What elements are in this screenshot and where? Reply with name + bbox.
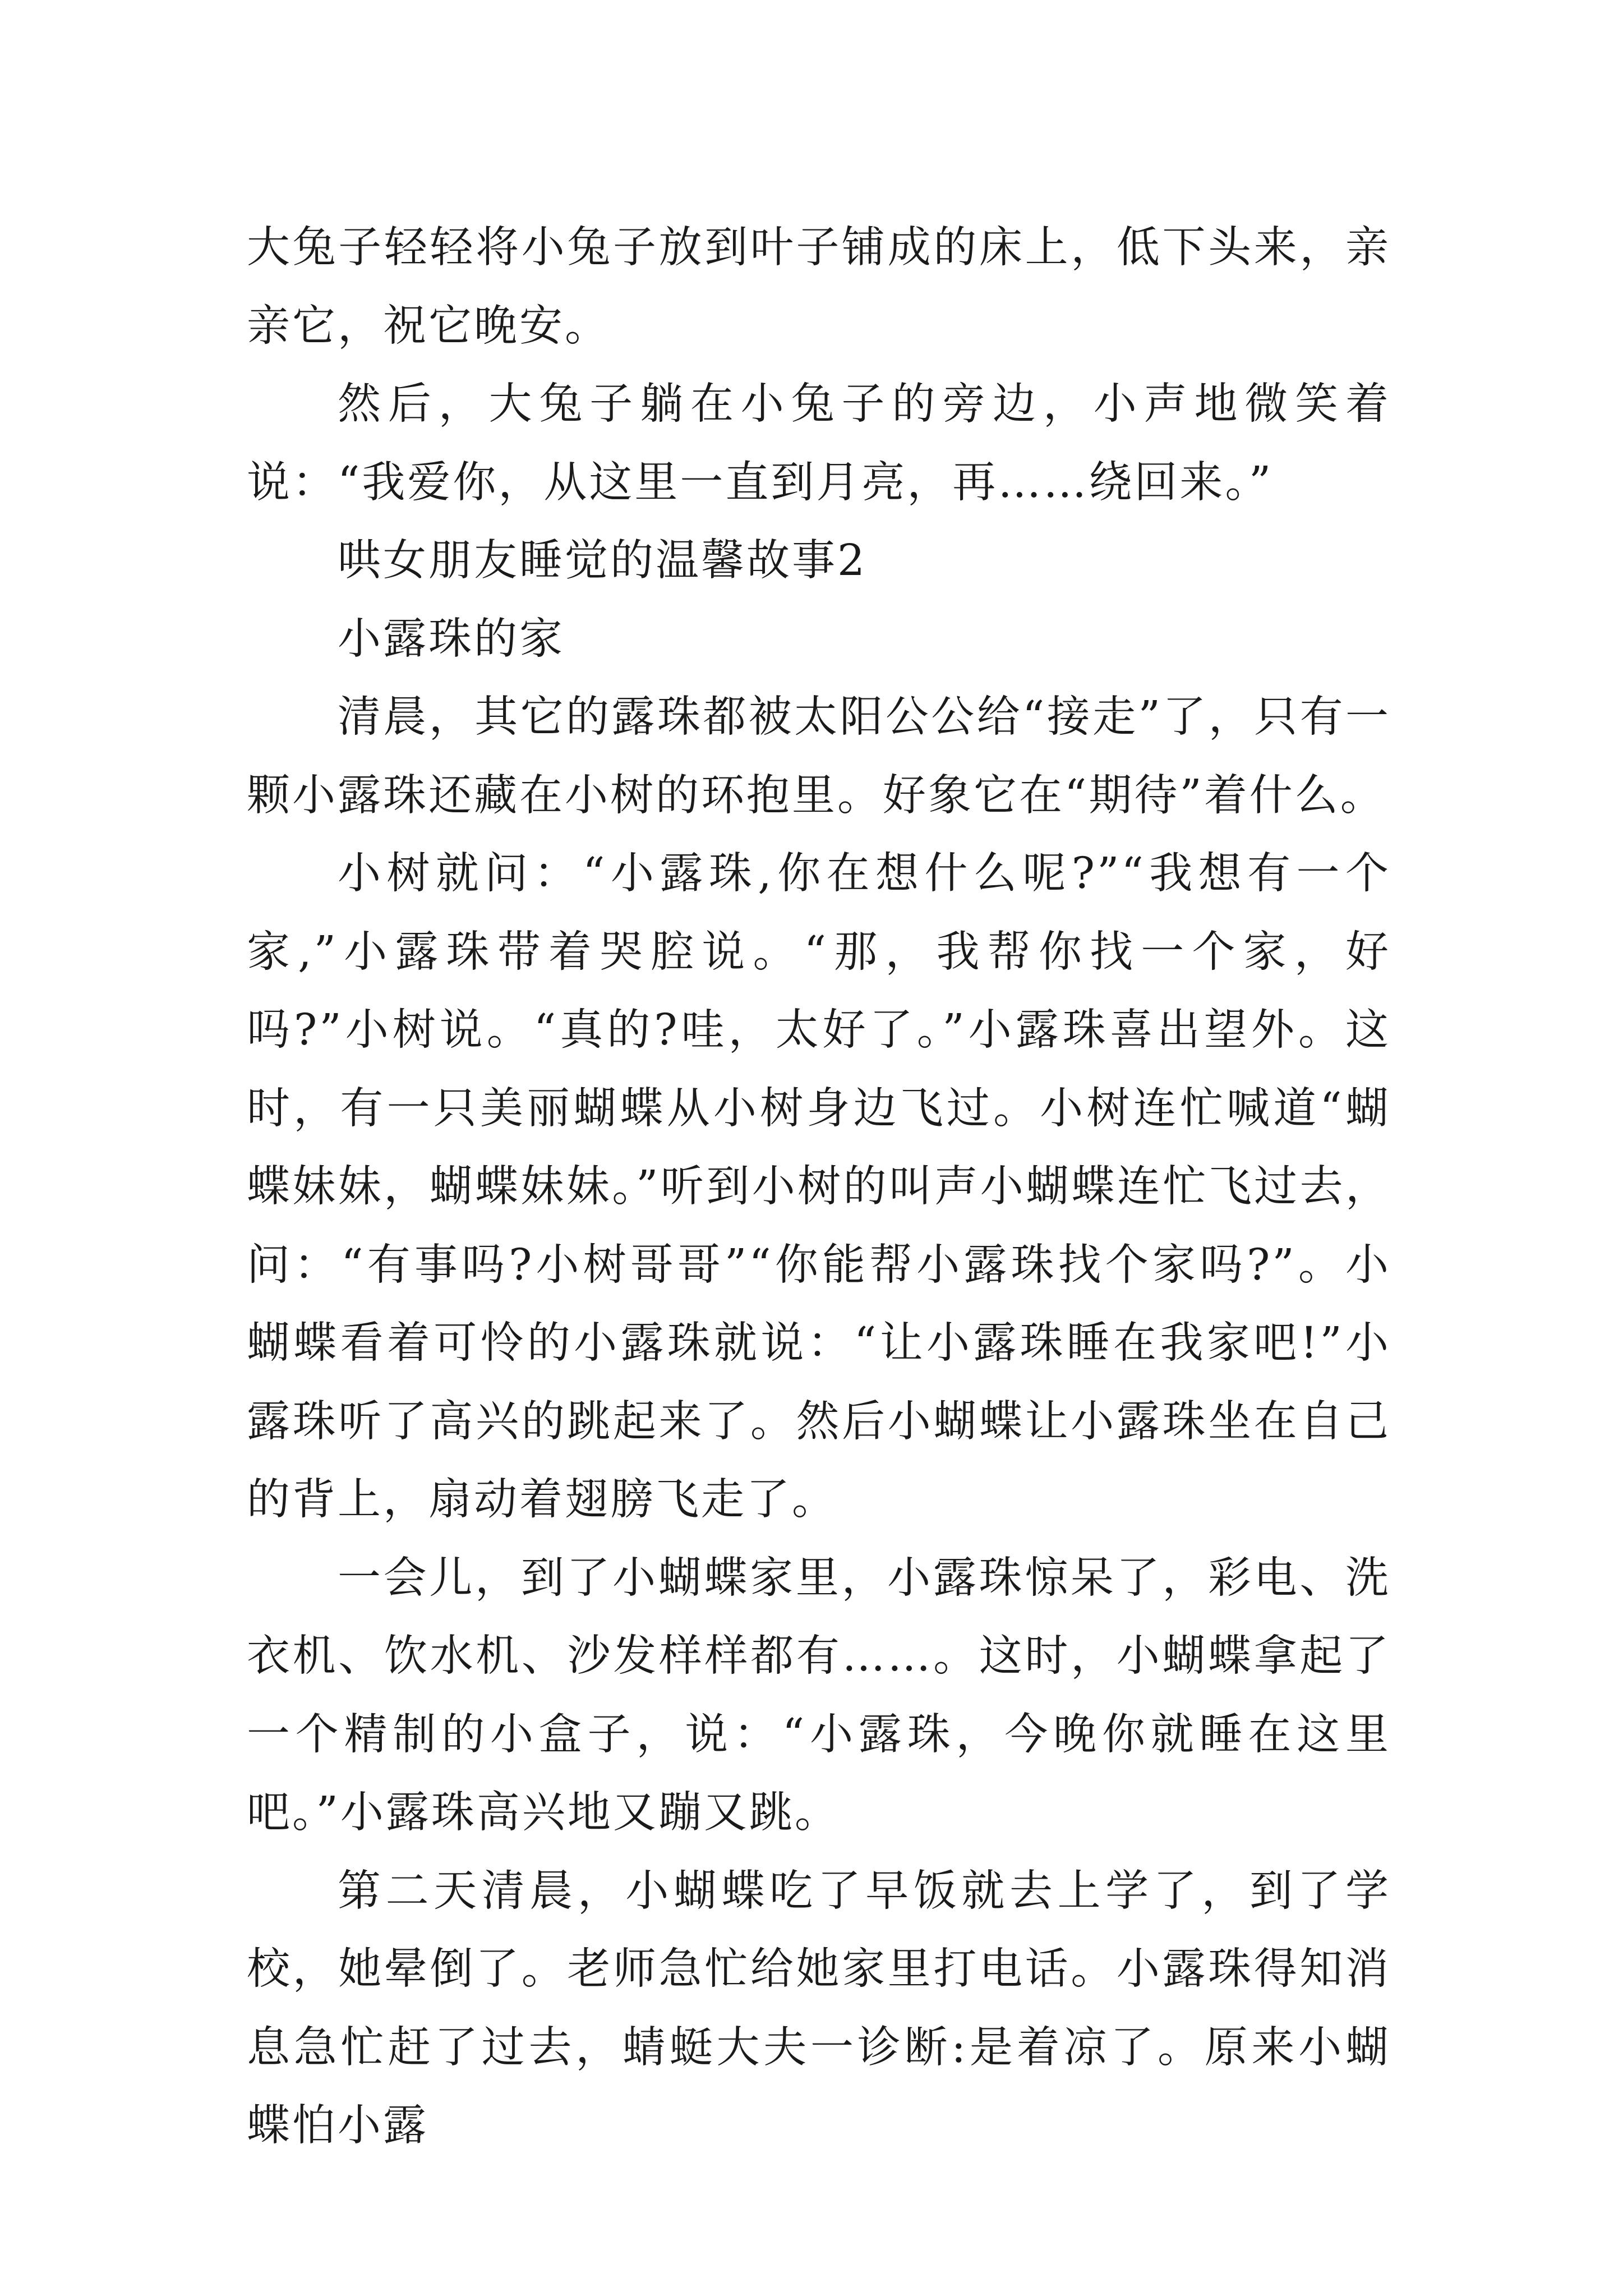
- paragraph-1: 大兔子轻轻将小兔子放到叶子铺成的床上，低下头来，亲亲它，祝它晚安。: [247, 223, 1391, 351]
- paragraph-8: 第二天清晨，小蝴蝶吃了早饭就去上学了，到了学校，她晕倒了。老师急忙给她家里打电话。小露珠得知消息急忙赶了过去，蜻蜓大夫一诊断:是着凉了。原来小蝴蝶怕小露: [247, 1866, 1391, 2151]
- document-body: [247, 209, 1391, 2165]
- paragraph-7: 一会儿，到了小蝴蝶家里，小露珠惊呆了，彩电、洗衣机、饮水机、沙发样样都有……。这时，小蝴蝶拿起了一个精制的小盒子，说：“小露珠，今晚你就睡在这里吧。”小露珠高兴地又蹦又跳。: [247, 1553, 1391, 1838]
- paragraph-5: 清晨，其它的露珠都被太阳公公给“接走”了，只有一颗小露珠还藏在小树的环抱里。好象它在“期待”着什么。: [247, 692, 1391, 821]
- paragraph-2: 然后，大兔子躺在小兔子的旁边，小声地微笑着说：“我爱你，从这里一直到月亮，再……绕回来。”: [247, 379, 1391, 508]
- paragraph-6: 小树就问：“小露珠,你在想什么呢?”“我想有一个家,”小露珠带着哭腔说。“那，我帮你找一个家，好吗?”小树说。“真的?哇，太好了。”小露珠喜出望外。这时，有一只美丽蝴蝶从小树身边飞过。小树连忙喊道“蝴蝶妹妹，蝴蝶妹妹。”听到小树的叫声小蝴蝶连忙飞过去，问：“有事吗?小树哥哥”“你能帮小露珠找个家吗?”。小蝴蝶看着可怜的小露珠就说：“让小露珠睡在我家吧!”小露珠听了高兴的跳起来了。然后小蝴蝶让小露珠坐在自己的背上，扇动着翅膀飞走了。: [247, 849, 1391, 1525]
- story-title: 哄女朋友睡觉的温馨故事2: [338, 536, 867, 586]
- story-subtitle: 小露珠的家: [338, 614, 565, 664]
